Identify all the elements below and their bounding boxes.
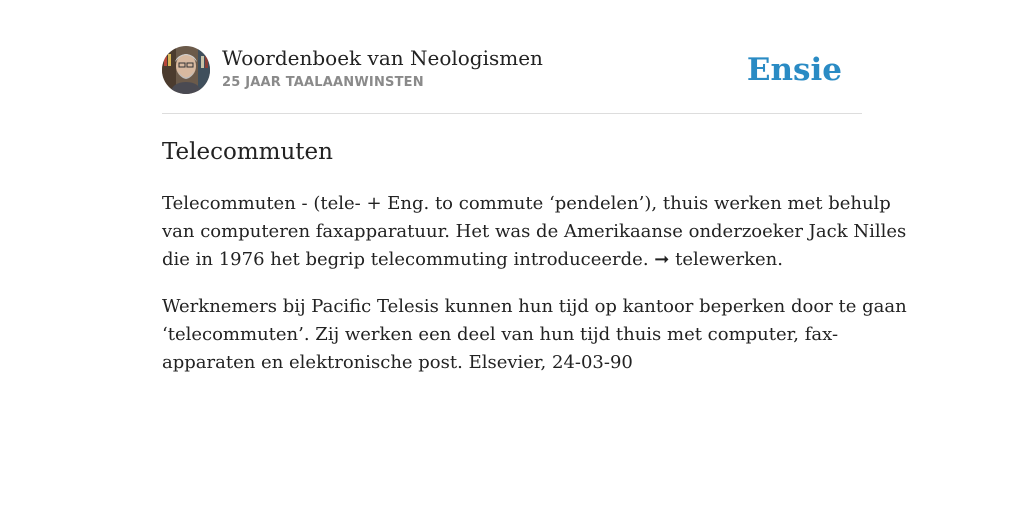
avatar bbox=[162, 46, 210, 94]
definition-line: Telecommuten - (tele- + Eng. to commute ‘pendelen’), thuis werken met behulp bbox=[162, 193, 891, 214]
definition-line: van computeren faxapparatuur. Het was de Amerikaanse onderzoeker Jack Nilles bbox=[162, 221, 907, 242]
definition-line-text: die in 1976 het begrip telecommuting introduceerde. bbox=[162, 249, 649, 270]
crossref-link[interactable] bbox=[654, 249, 783, 270]
brand-logo-link[interactable]: Ensie bbox=[746, 52, 842, 88]
quote-line: Werknemers bij Pacific Telesis kunnen hun tijd op kantoor beperken door te gaan bbox=[162, 296, 907, 317]
divider bbox=[162, 113, 862, 114]
avatar-image bbox=[162, 46, 210, 94]
definition-line-last bbox=[162, 246, 866, 274]
header bbox=[162, 46, 862, 96]
quote-line: ‘telecommuten’. Zij werken een deel van hun tijd thuis met computer, fax- bbox=[162, 324, 839, 345]
source-title[interactable]: Woordenboek van Neologismen bbox=[222, 46, 543, 70]
definition-paragraph bbox=[162, 190, 907, 274]
crossref-term: telewerken. bbox=[675, 249, 783, 270]
quote-paragraph bbox=[162, 293, 907, 377]
arrow-right-icon: ➞ bbox=[654, 249, 670, 270]
quote-line: apparaten en elektronische post. Elsevier, 24-03-90 bbox=[162, 352, 633, 373]
entry-title: Telecommuten bbox=[162, 139, 333, 165]
source-subtitle: 25 JAAR TAALAANWINSTEN bbox=[222, 75, 424, 90]
